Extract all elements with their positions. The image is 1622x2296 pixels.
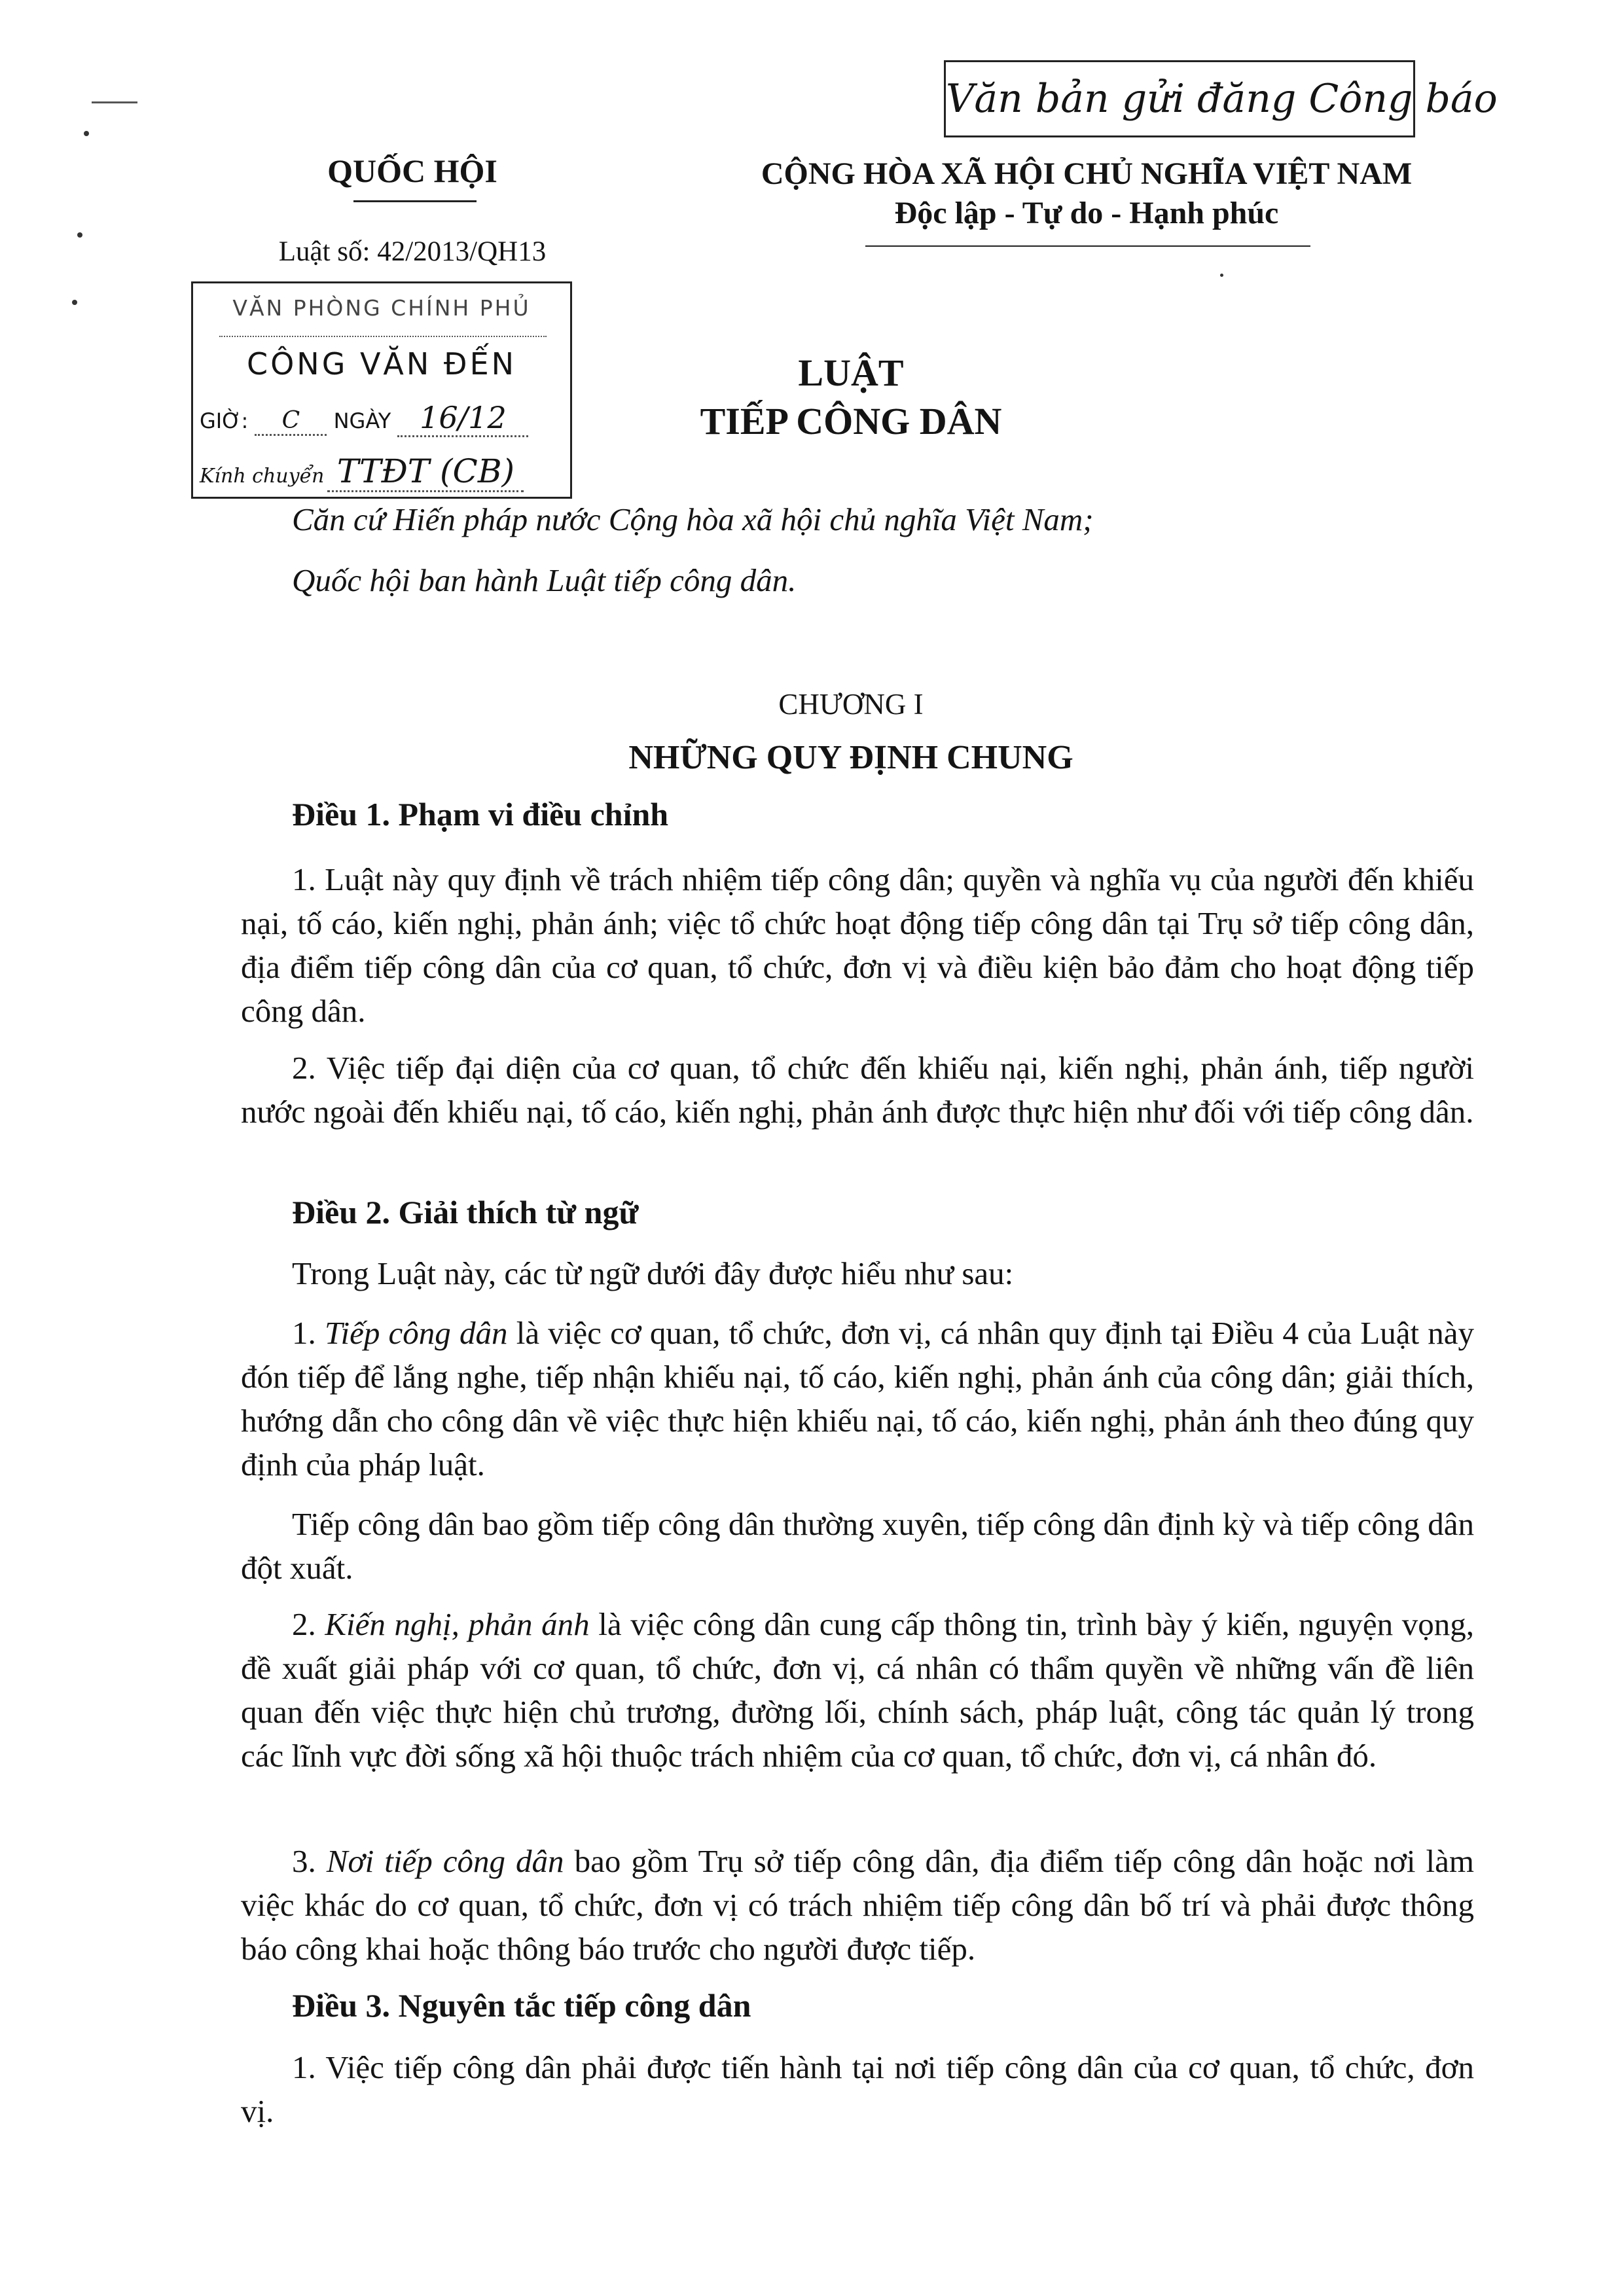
stamp-office: VĂN PHÒNG CHÍNH PHỦ: [232, 295, 531, 321]
nation-name: CỘNG HÒA XÃ HỘI CHỦ NGHĨA VIỆT NAM: [761, 156, 1413, 191]
article-2-definition-2: 2. Kiến nghị, phản ánh là việc công dân cung cấp thông tin, trình bày ý kiến, nguyện vọng, đề xuất giải pháp với cơ quan, tổ chức, đơn vị, cá nhân có thẩm quyền về những vấn đề liên quan đến việc thực hiện chủ trương, đường lối, chính sách, pháp luật, công tác quản lý trong các lĩnh vực đời sống xã hội thuộc trách nhiệm của cơ quan, tổ chức, đơn vị, cá nhân đó.: [241, 1606, 1474, 1774]
article-1-clause-2: 2. Việc tiếp đại diện của cơ quan, tổ chức đến khiếu nại, kiến nghị, phản ánh, tiếp người nước ngoài đến khiếu nại, tố cáo, kiến nghị, phản ánh được thực hiện như đối với tiếp công dân.: [241, 1050, 1474, 1130]
law-number: Luật số: 42/2013/QH13: [278, 236, 547, 267]
stamp-forward-value: TTĐT (CB): [327, 452, 524, 492]
scan-speck: [1220, 274, 1223, 277]
stamp-forward-label: Kính chuyển: [200, 465, 325, 488]
issuer-underline: [353, 200, 477, 202]
stamp-time-label: GIỜ:: [200, 408, 249, 433]
scan-speck: [77, 232, 82, 238]
stamp-date-label: NGÀY: [333, 408, 391, 433]
article-3-clause-1: 1. Việc tiếp công dân phải được tiến hành tại nơi tiếp công dân của cơ quan, tổ chức, đơn vị.: [241, 2049, 1474, 2129]
preamble-enactment: Quốc hội ban hành Luật tiếp công dân.: [292, 562, 797, 598]
stamp-time-row: [200, 400, 566, 437]
publication-stamp: [944, 60, 1498, 137]
scan-speck: [72, 300, 77, 305]
chapter-number: CHƯƠNG I: [778, 688, 924, 721]
article-2-definition-1: 1. Tiếp công dân là việc cơ quan, tổ chức, đơn vị, cá nhân quy định tại Điều 4 của Luật này đón tiếp để lắng nghe, tiếp nhận khiếu nại, tố cáo, kiến nghị, phản ánh của công dân; giải thích, hướng dẫn cho công dân về việc thực hiện khiếu nại, tố cáo, kiến nghị, phản ánh theo đúng quy định của pháp luật.: [241, 1315, 1475, 1482]
article-1-clause-1: 1. Luật này quy định về trách nhiệm tiếp công dân; quyền và nghĩa vụ của người đến khiếu nại, tố cáo, kiến nghị, phản ánh; việc tổ chức hoạt động tiếp công dân tại Trụ sở tiếp công dân, địa điểm tiếp công dân của cơ quan, tổ chức, đơn vị và điều kiện bảo đảm cho hoạt động tiếp công dân.: [241, 861, 1474, 1029]
law-title-name: TIẾP CÔNG DÂN: [700, 400, 1002, 442]
chapter-name: NHỮNG QUY ĐỊNH CHUNG: [628, 739, 1073, 776]
term-tiep-cong-dan: Tiếp công dân: [324, 1315, 508, 1351]
preamble-basis: Căn cứ Hiến pháp nước Cộng hòa xã hội chủ nghĩa Việt Nam;: [292, 501, 1094, 537]
article-3-heading: Điều 3. Nguyên tắc tiếp công dân: [292, 1987, 751, 2024]
scan-mark: [92, 101, 137, 103]
received-stamp: [191, 281, 572, 499]
term-noi-tiep-cong-dan: Nơi tiếp công dân: [326, 1843, 564, 1879]
stamp-label: CÔNG VĂN ĐẾN: [246, 346, 517, 382]
article-2-heading: Điều 2. Giải thích từ ngữ: [292, 1194, 639, 1230]
stamp-date-value: 16/12: [397, 400, 528, 437]
publication-stamp-text: Văn bản gửi đăng Công báo: [946, 76, 1498, 122]
stamp-time-value: C: [255, 407, 327, 436]
stamp-forward-row: [200, 452, 566, 492]
motto: Độc lập - Tự do - Hạnh phúc: [894, 196, 1279, 230]
issuer: QUỐC HỘI: [327, 152, 497, 189]
article-2-definition-3: 3. Nơi tiếp công dân bao gồm Trụ sở tiếp công dân, địa điểm tiếp công dân hoặc nơi làm việc khác do cơ quan, tổ chức, đơn vị có trách nhiệm tiếp công dân bố trí và phải được thông báo công khai hoặc thông báo trước cho người được tiếp.: [241, 1843, 1474, 1967]
article-2-definition-1-extra: Tiếp công dân bao gồm tiếp công dân thường xuyên, tiếp công dân định kỳ và tiếp công dân đột xuất.: [241, 1506, 1474, 1586]
scan-speck: [84, 131, 89, 136]
article-1-heading: Điều 1. Phạm vi điều chỉnh: [292, 796, 669, 833]
motto-underline: [865, 245, 1310, 247]
law-title-type: LUẬT: [798, 351, 904, 394]
stamp-dotted-line: [219, 336, 547, 337]
term-kien-nghi-phan-anh: Kiến nghị, phản ánh: [325, 1606, 590, 1642]
article-2-intro: Trong Luật này, các từ ngữ dưới đây được hiểu như sau:: [292, 1255, 1014, 1291]
